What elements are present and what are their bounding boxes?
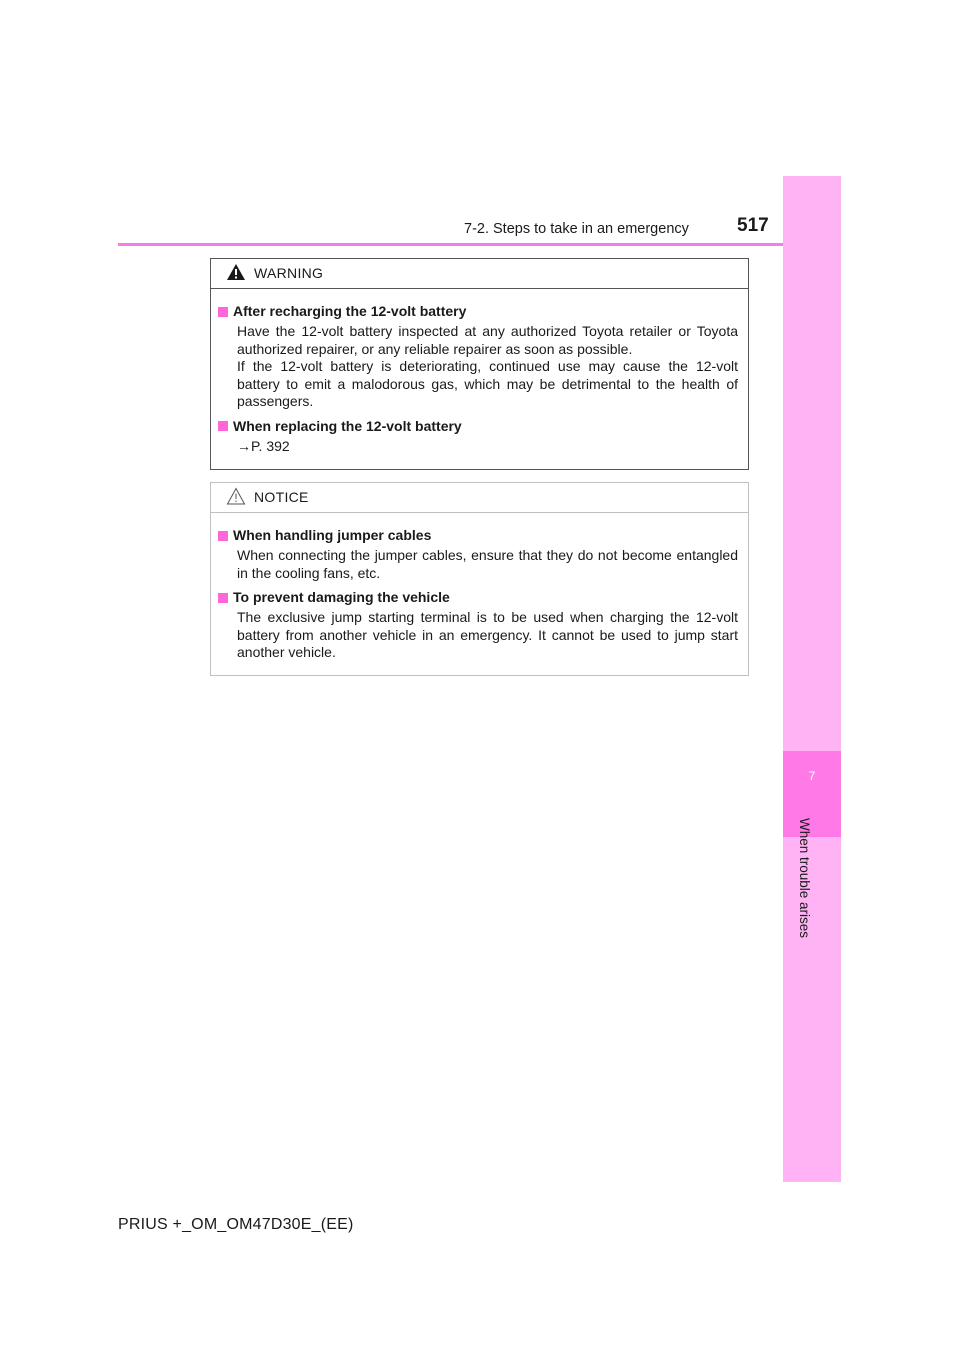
warning-header bbox=[211, 259, 748, 289]
warning-box bbox=[210, 258, 749, 470]
notice-label: NOTICE bbox=[254, 489, 309, 505]
document-code: PRIUS +_OM_OM47D30E_(EE) bbox=[118, 1216, 354, 1233]
notice-item-text: When connecting the jumper cables, ensure that they do not become entangled in the cooling fans, etc. bbox=[237, 547, 738, 581]
notice-item-title: When handling jumper cables bbox=[218, 526, 738, 545]
warning-triangle-icon bbox=[226, 263, 246, 281]
page-number: 517 bbox=[737, 215, 769, 236]
notice-item-title: To prevent damaging the vehicle bbox=[218, 588, 738, 607]
warning-item-text: Have the 12-volt battery inspected at any authorized Toyota retailer or Toyota authorized repairer, or any reliable repairer as soon as possible. bbox=[237, 323, 738, 357]
chapter-title: When trouble arises bbox=[797, 818, 812, 939]
chapter-number-tab bbox=[783, 751, 841, 837]
notice-header bbox=[211, 483, 748, 513]
side-tab bbox=[783, 176, 841, 1182]
notice-triangle-icon bbox=[226, 487, 246, 505]
square-bullet-icon bbox=[218, 531, 228, 541]
notice-item-text: The exclusive jump starting terminal is to be used when charging the 12-volt battery from another vehicle in an emergency. It cannot be used to jump start another vehicle. bbox=[237, 609, 738, 660]
warning-item-text: If the 12-volt battery is deteriorating, continued use may cause the 12-volt battery to emit a malodorous gas, which may be detrimental to the health of passengers. bbox=[237, 358, 738, 409]
section-title: 7-2. Steps to take in an emergency bbox=[464, 221, 689, 237]
square-bullet-icon bbox=[218, 421, 228, 431]
warning-item-title: When replacing the 12-volt battery bbox=[218, 417, 738, 436]
header-rule bbox=[118, 243, 841, 246]
square-bullet-icon bbox=[218, 307, 228, 317]
chapter-number: 7 bbox=[808, 769, 816, 783]
square-bullet-icon bbox=[218, 593, 228, 603]
warning-label: WARNING bbox=[254, 265, 324, 281]
warning-item-title: After recharging the 12-volt battery bbox=[218, 302, 738, 321]
notice-box bbox=[210, 482, 749, 676]
page-reference-link[interactable]: →P. 392 bbox=[237, 437, 290, 454]
